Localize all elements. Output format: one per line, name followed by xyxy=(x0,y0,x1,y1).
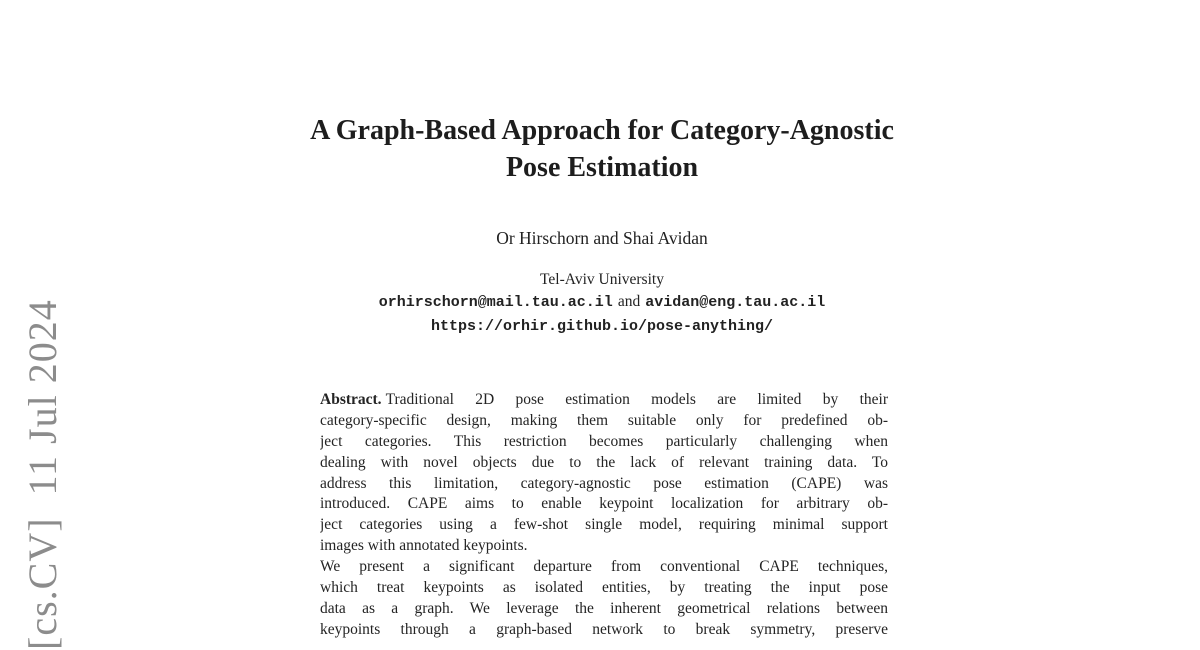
project-url-link[interactable]: https://orhir.github.io/pose-anything/ xyxy=(430,317,774,335)
abstract-line: ject categories. This restriction becomes particularly challenging when xyxy=(320,432,888,450)
abstract-line: category-specific design, making them suitable only for predefined ob- xyxy=(320,411,888,429)
project-url-line xyxy=(236,315,968,338)
arxiv-sidebar-stamp: [cs.CV] 11 Jul 2024 xyxy=(20,299,65,650)
abstract-line: Abstract. Traditional 2D pose estimation models are limited by their xyxy=(320,391,888,408)
abstract-line: dealing with novel objects due to the lack of relevant training data. To xyxy=(320,453,888,471)
abstract-line: images with annotated keypoints. xyxy=(320,537,528,555)
affiliation-block xyxy=(236,269,968,338)
paper-title xyxy=(236,112,968,186)
abstract-line: ject categories using a few-shot single model, requiring minimal support xyxy=(320,516,888,534)
institution-name: Tel-Aviv University xyxy=(540,271,664,288)
abstract-block xyxy=(320,390,888,641)
email-author2: avidan@eng.tau.ac.il xyxy=(645,294,826,312)
authors-line: Or Hirschorn and Shai Avidan xyxy=(496,228,708,248)
email-author1: orhirschorn@mail.tau.ac.il xyxy=(378,294,613,312)
abstract-line: address this limitation, category-agnostic pose estimation (CAPE) was xyxy=(320,474,888,492)
abstract-line: introduced. CAPE aims to enable keypoint localization for arbitrary ob- xyxy=(320,495,888,513)
abstract-label: Abstract. xyxy=(320,391,382,408)
abstract-lines xyxy=(320,390,888,641)
paper-title-line1: A Graph-Based Approach for Category-Agnostic xyxy=(310,115,894,146)
email-conjunction: and xyxy=(617,293,641,311)
paper-title-line2: Pose Estimation xyxy=(505,152,699,183)
abstract-line: which treat keypoints as isolated entities, by treating the input pose xyxy=(320,579,888,597)
abstract-line: keypoints through a graph-based network to break symmetry, preserve xyxy=(320,620,888,638)
abstract-line: We present a significant departure from conventional CAPE techniques, xyxy=(320,558,888,576)
email-line xyxy=(236,291,968,314)
abstract-line: data as a graph. We leverage the inherent geometrical relations between xyxy=(320,599,888,617)
